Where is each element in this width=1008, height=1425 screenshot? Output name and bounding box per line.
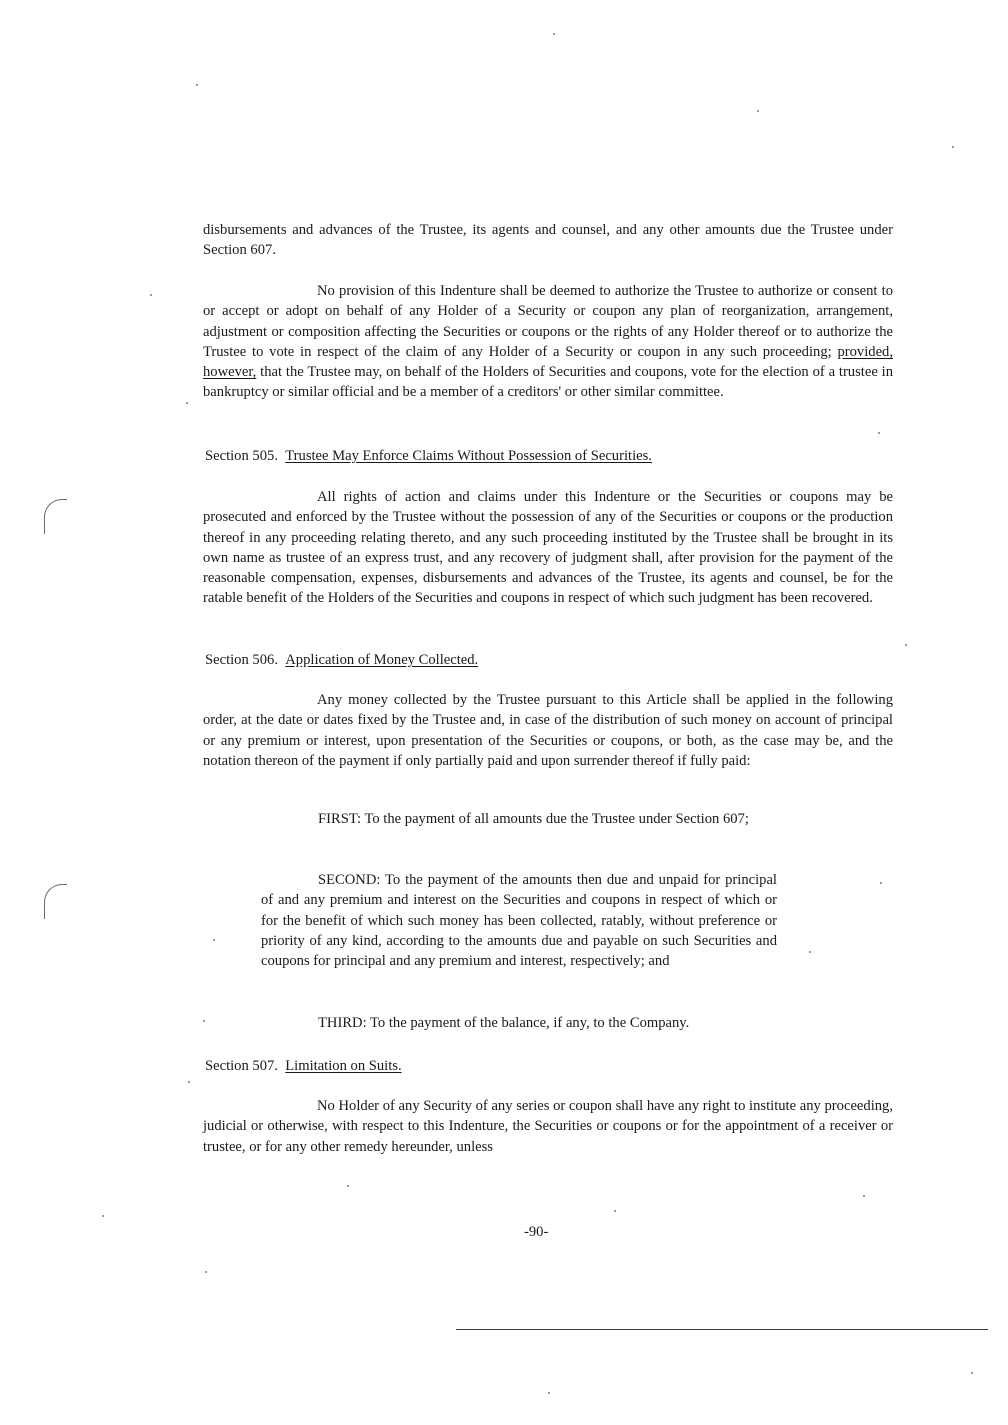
provided-however-text: provided, however, [203,343,893,381]
footer-rule [456,1329,988,1330]
scan-speck [905,644,907,646]
section-507-body: No Holder of any Security of any series or coupon shall have any right to institute any proceeding, judicial or otherwise, with respect to this Indenture, the Securities or coupons or for the appointment of a receiver or trustee, or for any other remedy hereunder, unless [203,1098,893,1155]
no-provision-text-after: that the Trustee may, on behalf of the Holders of Securities and coupons, vote for the election of a trustee in bankruptcy or similar official and be a member of a creditors' or other similar committee. [203,364,893,401]
page-number: -90- [524,1224,549,1240]
scan-speck [809,951,811,953]
section-506-number: Section 506. [205,652,278,668]
scan-speck [878,432,880,434]
scan-speck [203,1020,205,1022]
priority-third: THIRD: To the payment of the balance, if any, to the Company. [318,1015,690,1031]
scan-speck [553,33,555,35]
section-506-body: Any money collected by the Trustee pursuant to this Article shall be applied in the following order, at the date or dates fixed by the Trustee and, in case of the distribution of such money on account of principal or any premium or interest, upon presentation of the Securities or coupons, or both, as the case may be, and the notation thereon of the payment if only partially paid and upon surrender thereof if fully paid: [203,692,893,769]
scan-speck [196,84,198,86]
section-505-title: Trustee May Enforce Claims Without Possession of Securities. [285,448,652,464]
scan-speck [548,1392,550,1394]
priority-second: SECOND: To the payment of the amounts then due and unpaid for principal of and any premium and interest on the Securities and coupons in respect of which or for the benefit of which such money has been collected, ratably, without preference or priority of any kind, according to the amounts due and payable on such Securities and coupons for principal and any premium and interest, respectively; and [261,872,777,970]
scan-speck [186,402,188,404]
section-507-heading [205,1056,402,1076]
scan-speck [971,1372,973,1374]
binder-hole-mark [44,499,67,534]
section-505-heading [205,446,652,466]
priority-first: FIRST: To the payment of all amounts due the Trustee under Section 607; [318,811,749,827]
scan-speck [757,110,759,112]
scan-speck [102,1215,104,1217]
scan-speck [150,294,152,296]
section-507-number: Section 507. [205,1058,278,1074]
scan-speck [880,882,882,884]
section-506-title: Application of Money Collected. [285,652,479,668]
section-505-number: Section 505. [205,448,278,464]
scan-speck [863,1195,865,1197]
scan-speck [614,1210,616,1212]
scan-speck [952,146,954,148]
section-507-title: Limitation on Suits. [285,1058,402,1074]
section-506-heading [205,650,478,670]
binder-hole-mark [44,884,67,919]
no-provision-text-before: No provision of this Indenture shall be deemed to authorize the Trustee to authorize or consent to or accept or adopt on behalf of any Holder of a Security or coupon any plan of reorganization, arrangement, adjustment or composition affecting the Securities or coupons or the rights of any Holder thereof or to authorize the Trustee to vote in respect of the claim of any Holder of a Security or coupon in any such proceeding; [203,283,893,360]
scan-speck [347,1185,349,1187]
scan-speck [205,1271,207,1273]
paragraph-continuation: disbursements and advances of the Trustee, its agents and counsel, and any other amounts due the Trustee under Section 607. [203,222,893,259]
section-505-body: All rights of action and claims under this Indenture or the Securities or coupons may be prosecuted and enforced by the Trustee without the possession of any of the Securities or coupons or the production thereof in any proceeding relating thereto, and any such proceeding instituted by the Trustee shall be brought in its own name as trustee of an express trust, and any recovery of judgment shall, after provision for the payment of the reasonable compensation, expenses, disbursements and advances of the Trustee, its agents and counsel, be for the ratable benefit of the Holders of the Securities and coupons in respect of which such judgment has been recovered. [203,489,893,607]
scan-speck [213,939,215,941]
scan-speck [188,1081,190,1083]
paragraph-no-provision [203,281,893,403]
